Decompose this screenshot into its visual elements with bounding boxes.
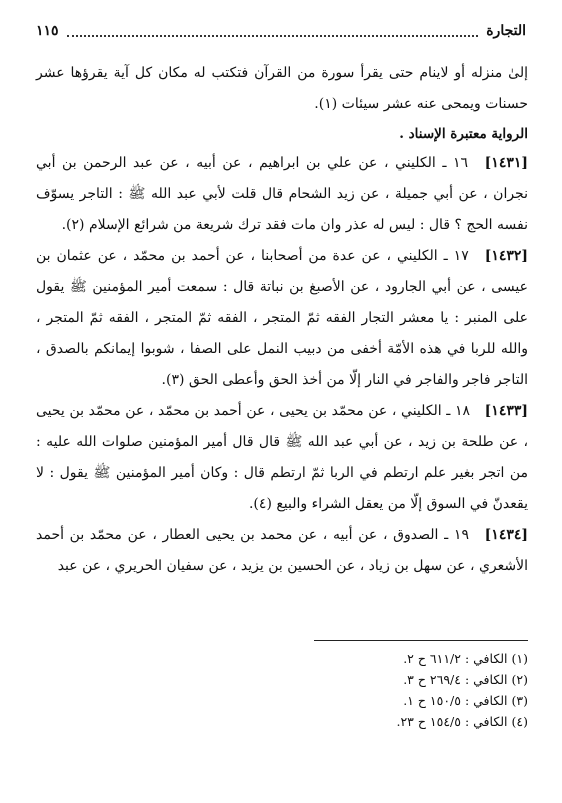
- hadith-text: ١٨ ـ الكليني ، عن محمّد بن يحيى ، عن أحمد بن محمّد ، عن محمّد بن يحيى ، عن طلحة بن زيد ، عن أبي عبد الله ﷺ قال قال أمير المؤمنين صلوات الله عليه : من اتجر بغير علم ارتطم في الربا ثمّ ارتطم قال : وكان أمير المؤمنين ﷺ يقول : لا يقعدنّ في السوق إلّا من يعقل الشراء والبيع (٤).: [36, 403, 528, 512]
- page-body: [36, 58, 528, 582]
- hadith-number: [١٤٣٣]: [484, 403, 528, 419]
- footnote-item: (١) الكافي : ٦١١/٢ ح ٢.: [403, 651, 528, 666]
- hadith-1433: [36, 396, 528, 520]
- hadith-1432: [36, 241, 528, 396]
- footnote-item: (٢) الكافي : ٢٦٩/٤ ح ٣.: [403, 672, 528, 687]
- footnote-item: (٣) الكافي : ١٥٠/٥ ح ١.: [403, 693, 528, 708]
- chapter-title: التجارة: [486, 23, 526, 39]
- footnotes: [200, 648, 528, 732]
- page-number: ١١٥: [36, 23, 59, 39]
- footnote-divider: [314, 640, 528, 641]
- header-dots: [67, 25, 479, 37]
- hadith-number: [١٤٣٢]: [484, 248, 529, 264]
- hadith-number: [١٤٣٤]: [484, 527, 528, 543]
- hadith-number: [١٤٣١]: [484, 155, 528, 171]
- hadith-text: ١٦ ـ الكليني ، عن علي بن ابراهيم ، عن أبيه ، عن عبد الرحمن بن أبي نجران ، عن أبي جميلة ، عن زيد الشحام قال قلت لأبي عبد الله ﷺ : التاجر يسوّف نفسه الحج ؟ قال : ليس له عذر وان مات فقد ترك شريعة من شرائع الإسلام (٢).: [36, 155, 528, 233]
- hadith-1434: [36, 520, 528, 582]
- hadith-text: ١٩ ـ الصدوق ، عن أبيه ، عن محمد بن يحيى العطار ، عن محمّد بن أحمد الأشعري ، عن سهل بن زياد ، عن الحسين بن يزيد ، عن سفيان الحريري ، عن عبد: [36, 527, 528, 574]
- hadith-text: ١٧ ـ الكليني ، عن عدة من أصحابنا ، عن أحمد بن محمّد ، عن عثمان بن عيسى ، عن أبي الجارود ، عن الأصبغ بن نباتة قال : سمعت أمير المؤمنين ﷺ يقول على المنبر : يا معشر التجار الفقه ثمّ المتجر ، الفقه ثمّ المتجر ، الفقه ثمّ المتجر ، والله للربا في هذه الأمّة أخفى من دبيب النمل على الصفا ، شوبوا إيمانكم بالصدق ، التاجر فاجر والفاجر في النار إلّا من أخذ الحق وأعطى الحق (٣).: [36, 248, 528, 388]
- intro-paragraph: إلىٰ منزله أو لاينام حتى يقرأ سورة من القرآن فتكتب له مكان كل آية يقرؤها عشر حسنات ويمحى عنه عشر سيئات (١).: [36, 65, 528, 112]
- subtitle: الرواية معتبرة الإسناد .: [399, 126, 528, 142]
- footnote-item: (٤) الكافي : ١٥٤/٥ ح ٢٣.: [396, 714, 528, 729]
- hadith-1431: [36, 148, 528, 241]
- page-header: [36, 20, 526, 42]
